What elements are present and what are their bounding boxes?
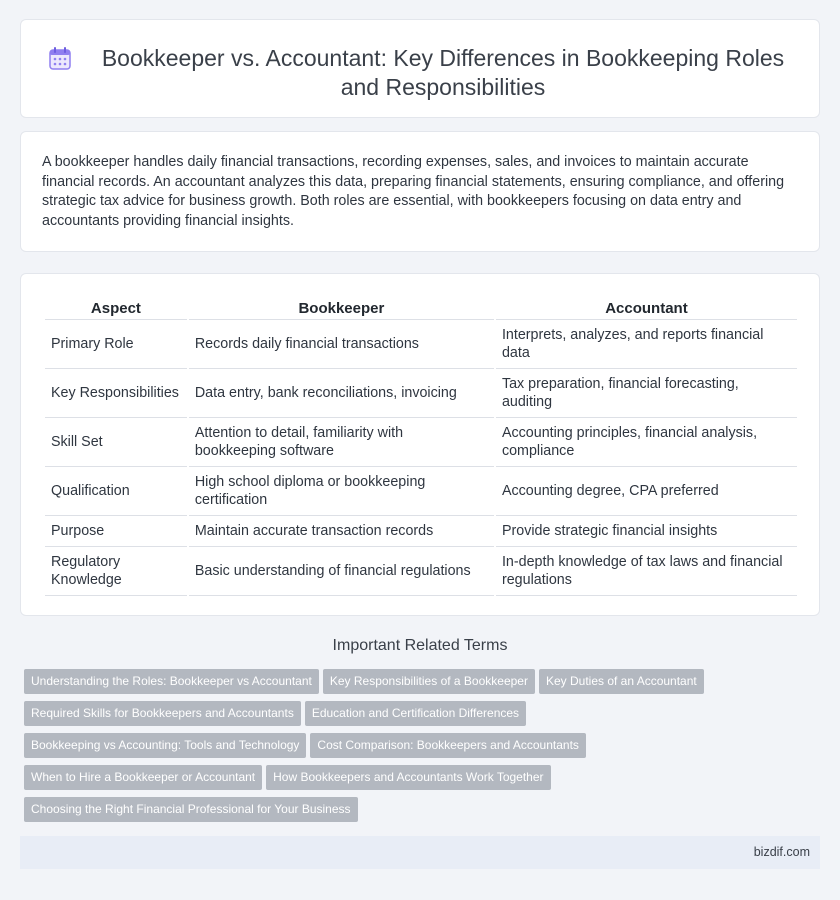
header-aspect: Aspect <box>45 293 187 320</box>
calendar-icon <box>48 47 72 71</box>
related-tag[interactable]: How Bookkeepers and Accountants Work Together <box>266 765 550 790</box>
related-tag[interactable]: Cost Comparison: Bookkeepers and Accountants <box>310 733 585 758</box>
table-row <box>45 369 797 418</box>
accountant-cell: Interprets, analyzes, and reports financial data <box>496 320 797 369</box>
aspect-cell: Skill Set <box>45 418 187 467</box>
related-tag[interactable]: Required Skills for Bookkeepers and Accountants <box>24 701 301 726</box>
related-tag[interactable]: Education and Certification Differences <box>305 701 526 726</box>
bookkeeper-cell: Maintain accurate transaction records <box>189 516 494 547</box>
accountant-cell: Provide strategic financial insights <box>496 516 797 547</box>
aspect-cell: Regulatory Knowledge <box>45 547 187 596</box>
header-accountant: Accountant <box>496 293 797 320</box>
table-row <box>45 516 797 547</box>
related-tags <box>24 669 724 829</box>
bookkeeper-cell: Attention to detail, familiarity with bookkeeping software <box>189 418 494 467</box>
related-tag[interactable]: Choosing the Right Financial Professional for Your Business <box>24 797 358 822</box>
aspect-cell: Primary Role <box>45 320 187 369</box>
page-title: Bookkeeper vs. Accountant: Key Differences in Bookkeeping Roles and Responsibilities <box>101 45 785 100</box>
aspect-cell: Key Responsibilities <box>45 369 187 418</box>
table-row <box>45 418 797 467</box>
comparison-table <box>43 293 799 596</box>
table-row <box>45 547 797 596</box>
accountant-cell: Accounting principles, financial analysis, compliance <box>496 418 797 467</box>
related-terms-title: Important Related Terms <box>332 637 508 654</box>
table-row <box>45 467 797 516</box>
aspect-cell: Purpose <box>45 516 187 547</box>
intro-paragraph: A bookkeeper handles daily financial transactions, recording expenses, sales, and invoices to maintain accurate financial records. An accountant analyzes this data, preparing financial statements, ensuring compliance, and offering strategic tax advice for business growth. Both roles are essential, with bookkeepers focusing on data entry and accountants providing financial insights. <box>42 154 785 229</box>
accountant-cell: In-depth knowledge of tax laws and financial regulations <box>496 547 797 596</box>
footer <box>20 836 820 869</box>
related-tag[interactable]: Bookkeeping vs Accounting: Tools and Technology <box>24 733 306 758</box>
related-tag[interactable]: Key Responsibilities of a Bookkeeper <box>323 669 535 694</box>
related-tag[interactable]: Key Duties of an Accountant <box>539 669 704 694</box>
related-tag[interactable]: When to Hire a Bookkeeper or Accountant <box>24 765 262 790</box>
accountant-cell: Tax preparation, financial forecasting, auditing <box>496 369 797 418</box>
related-tag[interactable]: Understanding the Roles: Bookkeeper vs Accountant <box>24 669 319 694</box>
header-card <box>20 19 820 118</box>
comparison-card <box>20 273 820 616</box>
bookkeeper-cell: Basic understanding of financial regulations <box>189 547 494 596</box>
bookkeeper-cell: Records daily financial transactions <box>189 320 494 369</box>
bookkeeper-cell: Data entry, bank reconciliations, invoicing <box>189 369 494 418</box>
footer-site[interactable]: bizdif.com <box>753 845 810 859</box>
accountant-cell: Accounting degree, CPA preferred <box>496 467 797 516</box>
bookkeeper-cell: High school diploma or bookkeeping certification <box>189 467 494 516</box>
aspect-cell: Qualification <box>45 467 187 516</box>
intro-card <box>20 131 820 252</box>
table-header-row <box>45 293 797 320</box>
header-bookkeeper: Bookkeeper <box>189 293 494 320</box>
table-row <box>45 320 797 369</box>
